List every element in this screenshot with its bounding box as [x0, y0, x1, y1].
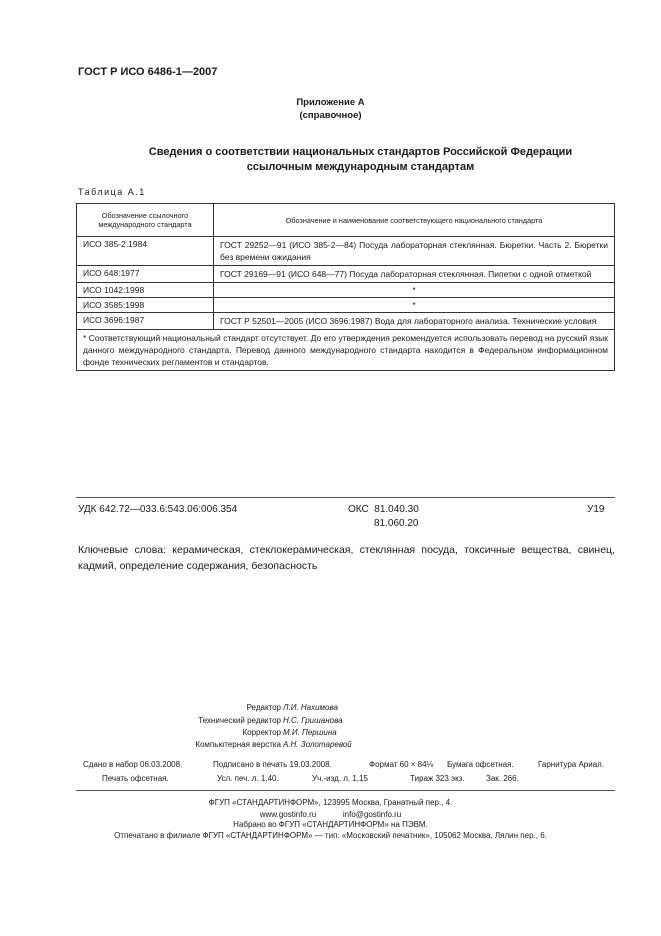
column-header-national: Обозначение и наименование соответствующего национального стандарта: [214, 204, 615, 237]
printed-sheets: Усл. печ. л. 1,40.: [217, 774, 279, 783]
signed-date: Подписано в печать 19.03.2008.: [213, 760, 332, 769]
oks-value-1: 81.040.30: [374, 504, 419, 515]
section-title: [60, 145, 661, 175]
order-number: Зак. 266.: [486, 774, 519, 783]
credit-role-tech-editor: Технический редактор: [198, 716, 281, 725]
print-format: Формат 60 × 84⅛: [369, 760, 434, 769]
classification-code: У19: [587, 504, 605, 515]
credit-role-layout: Компьютерная верстка: [195, 740, 281, 749]
intl-standard-cell: ИСО 648:1977: [77, 266, 214, 283]
paper-type: Бумага офсетная.: [447, 760, 514, 769]
oks-label: ОКС: [348, 504, 369, 515]
national-standard-cell: ГОСТ 29252—91 (ИСО 385-2—84) Посуда лабораторная стеклянная. Бюретки. Часть 2. Бюретки без времени ожидания: [214, 237, 615, 266]
table-row: [77, 266, 615, 283]
national-standard-cell: *: [214, 283, 615, 298]
table-row: [77, 283, 615, 298]
divider: [76, 497, 615, 498]
credit-name-layout: А.Н. Золотаревой: [283, 740, 352, 749]
annex-subtitle: (справочное): [299, 110, 362, 121]
table-footnote-row: [77, 330, 615, 371]
intl-standard-cell: ИСО 1042:1998: [77, 283, 214, 298]
column-header-intl: Обозначение ссылочного международного стандарта: [77, 204, 214, 237]
annex-title: Приложение А: [296, 97, 365, 108]
credit-role-proofreader: Корректор: [242, 728, 281, 737]
table-row: [77, 237, 615, 266]
printer-info: Отпечатано в филиале ФГУП «СТАНДАРТИНФОРМ» — тип. «Московский печатник», 105062 Москва, Лялин пер., 6.: [114, 831, 547, 840]
credit-name-proofreader: М.И. Першина: [283, 728, 337, 737]
table-header-row: [77, 204, 615, 237]
national-standard-cell: ГОСТ 29169—91 (ИСО 648—77) Посуда лабораторная стеклянная. Пипетки с одной отметкой: [214, 266, 615, 283]
keywords: Ключевые слова: керамическая, стеклокерамическая, стеклянная посуда, токсичные вещества, свинец, кадмий, определение содержания, безопасность: [78, 544, 615, 572]
typeface: Гарнитура Ариал.: [538, 760, 605, 769]
intl-standard-cell: ИСО 3696:1987: [77, 313, 214, 330]
print-method: Печать офсетная.: [102, 774, 169, 783]
publisher-contacts: [0, 810, 661, 819]
credit-name-editor: Л.И. Нахимова: [283, 703, 338, 712]
edition-sheets: Уч.-изд. л. 1,15: [312, 774, 368, 783]
section-title-line1: Сведения о соответствии национальных стандартов Российской Федерации: [148, 146, 573, 158]
print-run: Тираж 323 экз.: [410, 774, 465, 783]
website-link[interactable]: www.gostinfo.ru: [259, 810, 317, 819]
national-standard-cell: ГОСТ Р 52501—2005 (ИСО 3696:1987) Вода для лабораторного анализа. Технические условия: [214, 313, 615, 330]
udk-code: УДК 642.72—033.6:543.06:006.354: [78, 504, 238, 515]
credit-role-editor: Редактор: [246, 703, 281, 712]
table-row: [77, 313, 615, 330]
publisher-address: ФГУП «СТАНДАРТИНФОРМ», 123995 Москва, Гранатный пер., 4.: [208, 798, 453, 807]
table-row: [77, 298, 615, 313]
email-link[interactable]: info@gostinfo.ru: [342, 810, 402, 819]
table-caption: Таблица А.1: [78, 187, 146, 197]
oks-code: [348, 504, 419, 515]
oks-value-2: 81.060.20: [374, 518, 419, 529]
intl-standard-cell: ИСО 385-2:1984: [77, 237, 214, 266]
national-standard-cell: *: [214, 298, 615, 313]
credit-name-tech-editor: Н.С. Гришанова: [283, 716, 343, 725]
table-footnote: * Соответствующий национальный стандарт отсутствует. До его утверждения рекомендуется использовать перевод на русский язык данного международного стандарта. Перевод данного международного стандарта находится в Федеральном информационном фонде технических регламентов и стандартов.: [77, 330, 615, 371]
section-title-line2: ссылочным международным стандартам: [246, 161, 475, 173]
intl-standard-cell: ИСО 3585:1998: [77, 298, 214, 313]
typeset-info: Набрано во ФГУП «СТАНДАРТИНФОРМ» на ПЭВМ.: [233, 820, 428, 829]
submitted-date: Сдано в набор 06.03.2008.: [83, 760, 183, 769]
divider: [76, 790, 615, 791]
reference-table: [76, 203, 615, 371]
standard-code: ГОСТ Р ИСО 6486-1—2007: [78, 66, 218, 78]
